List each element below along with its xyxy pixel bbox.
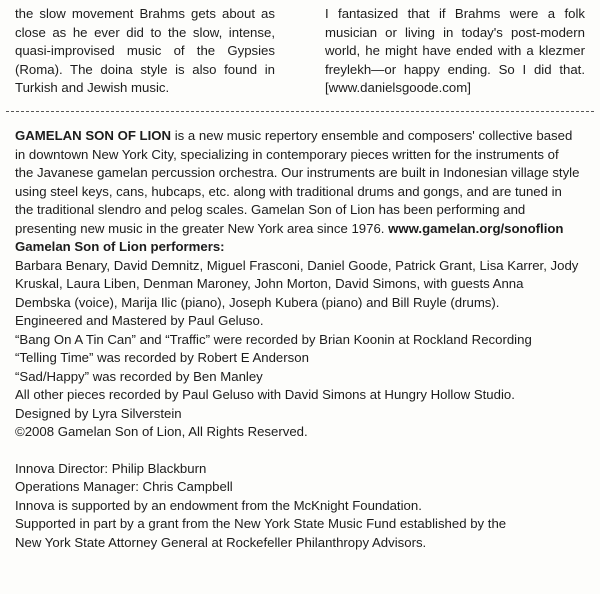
credit-line: All other pieces recorded by Paul Geluso with David Simons at Hungry Hollow Studio. bbox=[15, 387, 515, 402]
credit-line: Engineered and Mastered by Paul Geluso. bbox=[15, 313, 264, 328]
left-column-text: the slow movement Brahms gets about as close as he ever did to the slow, intense, quasi-improvised music of the Gypsies (Roma). The doina style is also found in Turkish and Jewish music. bbox=[15, 6, 275, 95]
credits-block bbox=[15, 312, 580, 442]
credit-line: “Bang On A Tin Can” and “Traffic” were recorded by Brian Koonin at Rockland Recording bbox=[15, 331, 532, 347]
innova-line: New York State Attorney General at Rockefeller Philanthropy Advisors. bbox=[15, 534, 427, 550]
copyright-line: ©2008 Gamelan Son of Lion, All Rights Reserved. bbox=[15, 424, 308, 439]
right-column-text: I fantasized that if Brahms were a folk musician or living in today's post-modern world, he might have ended with a klezmer freylekh—or happy ending. So I did that. [www.danielsgoode.com] bbox=[325, 6, 585, 95]
performers-block bbox=[15, 238, 580, 312]
credit-line: Designed by Lyra Silverstein bbox=[15, 405, 182, 421]
dashed-divider bbox=[6, 111, 594, 112]
innova-line: Supported in part by a grant from the New York State Music Fund established by the bbox=[15, 516, 507, 531]
credit-line: “Sad/Happy” was recorded by Ben Manley bbox=[15, 368, 263, 384]
innova-block bbox=[15, 460, 580, 553]
innova-line: Innova Director: Philip Blackburn bbox=[15, 460, 207, 476]
performers-list: Barbara Benary, David Demnitz, Miguel Frasconi, Daniel Goode, Patrick Grant, Lisa Karrer, Jody Kruskal, Laura Liben, Denman Maroney, John Morton, David Simons, with guests Anna Dembska (voice), Marija Ilic (piano), Joseph Kubera (piano) and Bill Ruyle (drums). bbox=[15, 257, 579, 310]
top-columns bbox=[15, 5, 585, 98]
about-text: is a new music repertory ensemble and composers' collective based in downtown New York City, specializing in contemporary pieces written for the instruments of the Javanese gamelan percussion orchestra. Our instruments are built in Indonesian village style using steel keys, cans, hubcaps, etc. along with traditional drums and gongs, and are tuned in the traditional slendro and pelog scales. Gamelan Son of Lion has been performing and presenting new music in the greater New York area since 1976. bbox=[15, 128, 580, 236]
website-link[interactable]: www.gamelan.org/sonoflion bbox=[388, 220, 564, 236]
right-column bbox=[325, 5, 585, 98]
innova-line: Innova is supported by an endowment from the McKnight Foundation. bbox=[15, 497, 422, 513]
ensemble-name: GAMELAN SON OF LION bbox=[15, 128, 172, 143]
about-paragraph bbox=[15, 127, 580, 238]
performers-heading: Gamelan Son of Lion performers: bbox=[15, 239, 225, 254]
innova-line: Operations Manager: Chris Campbell bbox=[15, 479, 233, 494]
credit-line: “Telling Time” was recorded by Robert E Anderson bbox=[15, 350, 309, 365]
left-column bbox=[15, 5, 275, 98]
main-content bbox=[15, 127, 580, 552]
